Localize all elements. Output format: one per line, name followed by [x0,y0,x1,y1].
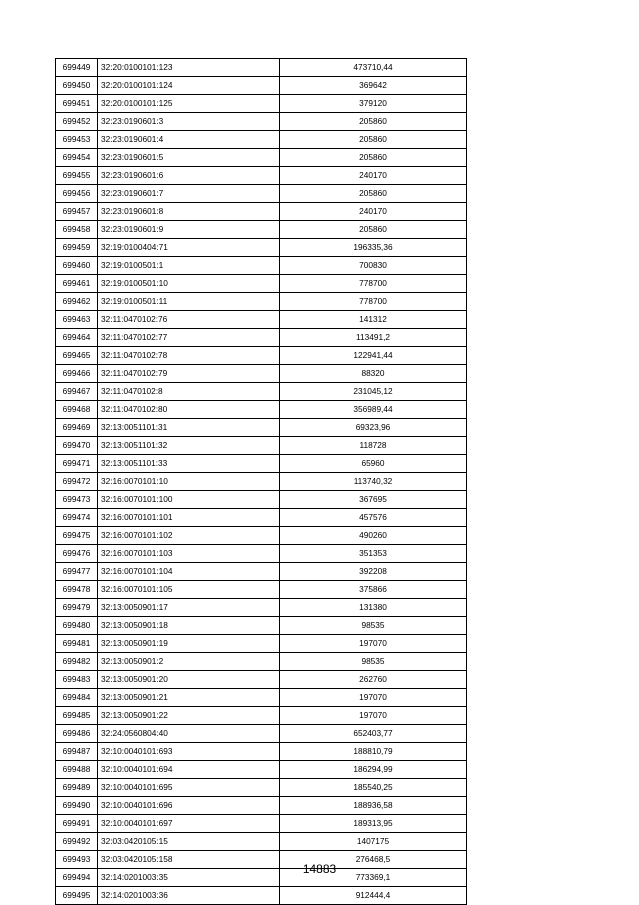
cadastral-number-cell: 32:23:0190601:6 [98,167,280,185]
table-row [56,563,467,581]
cadastral-number-cell: 32:13:0050901:20 [98,671,280,689]
page-number: 14883 [302,862,337,876]
table-row [56,167,467,185]
row-id-cell: 699459 [56,239,98,257]
cadastral-number-cell: 32:13:0050901:17 [98,599,280,617]
records-table [55,58,467,905]
table-row [56,185,467,203]
table-row [56,419,467,437]
table-row [56,545,467,563]
cadastral-number-cell: 32:23:0190601:9 [98,221,280,239]
row-id-cell: 699495 [56,887,98,905]
cadastral-number-cell: 32:14:0201003:36 [98,887,280,905]
cadastral-number-cell: 32:11:0470102:77 [98,329,280,347]
value-cell: 1407175 [280,833,467,851]
cadastral-number-cell: 32:16:0070101:100 [98,491,280,509]
value-cell: 188936,58 [280,797,467,815]
table-row [56,635,467,653]
value-cell: 122941,44 [280,347,467,365]
row-id-cell: 699486 [56,725,98,743]
cadastral-number-cell: 32:13:0051101:31 [98,419,280,437]
table-row [56,77,467,95]
table-row [56,599,467,617]
table-row [56,455,467,473]
value-cell: 205860 [280,149,467,167]
value-cell: 240170 [280,167,467,185]
row-id-cell: 699482 [56,653,98,671]
table-row [56,275,467,293]
table-row [56,311,467,329]
row-id-cell: 699462 [56,293,98,311]
table-row [56,617,467,635]
cadastral-number-cell: 32:16:0070101:105 [98,581,280,599]
value-cell: 205860 [280,131,467,149]
value-cell: 392208 [280,563,467,581]
cadastral-number-cell: 32:11:0470102:79 [98,365,280,383]
table-row [56,653,467,671]
row-id-cell: 699457 [56,203,98,221]
table-row [56,113,467,131]
value-cell: 197070 [280,707,467,725]
row-id-cell: 699481 [56,635,98,653]
cadastral-number-cell: 32:16:0070101:101 [98,509,280,527]
cadastral-number-cell: 32:16:0070101:10 [98,473,280,491]
table-row [56,473,467,491]
table-row [56,329,467,347]
cadastral-number-cell: 32:10:0040101:697 [98,815,280,833]
value-cell: 205860 [280,113,467,131]
value-cell: 141312 [280,311,467,329]
value-cell: 197070 [280,689,467,707]
value-cell: 113491,2 [280,329,467,347]
table-row [56,779,467,797]
row-id-cell: 699464 [56,329,98,347]
value-cell: 118728 [280,437,467,455]
value-cell: 65960 [280,455,467,473]
row-id-cell: 699453 [56,131,98,149]
value-cell: 652403,77 [280,725,467,743]
value-cell: 379120 [280,95,467,113]
cadastral-number-cell: 32:23:0190601:7 [98,185,280,203]
value-cell: 276468,5 [280,851,467,869]
table-row [56,59,467,77]
table-row [56,203,467,221]
row-id-cell: 699463 [56,311,98,329]
cadastral-number-cell: 32:10:0040101:694 [98,761,280,779]
value-cell: 369642 [280,77,467,95]
value-cell: 98535 [280,653,467,671]
cadastral-number-cell: 32:23:0190601:5 [98,149,280,167]
cadastral-number-cell: 32:11:0470102:8 [98,383,280,401]
value-cell: 778700 [280,293,467,311]
row-id-cell: 699474 [56,509,98,527]
table-row [56,671,467,689]
value-cell: 186294,99 [280,761,467,779]
cadastral-number-cell: 32:16:0070101:104 [98,563,280,581]
value-cell: 205860 [280,221,467,239]
row-id-cell: 699484 [56,689,98,707]
row-id-cell: 699452 [56,113,98,131]
row-id-cell: 699480 [56,617,98,635]
row-id-cell: 699477 [56,563,98,581]
table-row [56,725,467,743]
value-cell: 197070 [280,635,467,653]
value-cell: 69323,96 [280,419,467,437]
cadastral-number-cell: 32:20:0100101:124 [98,77,280,95]
row-id-cell: 699471 [56,455,98,473]
cadastral-number-cell: 32:13:0051101:33 [98,455,280,473]
value-cell: 356989,44 [280,401,467,419]
value-cell: 375866 [280,581,467,599]
row-id-cell: 699489 [56,779,98,797]
table-row [56,293,467,311]
cadastral-number-cell: 32:19:0100501:11 [98,293,280,311]
value-cell: 773369,1 [280,869,467,887]
cadastral-number-cell: 32:24:0560804:40 [98,725,280,743]
cadastral-number-cell: 32:16:0070101:103 [98,545,280,563]
row-id-cell: 699490 [56,797,98,815]
value-cell: 131380 [280,599,467,617]
table-row [56,347,467,365]
cadastral-number-cell: 32:16:0070101:102 [98,527,280,545]
row-id-cell: 699454 [56,149,98,167]
cadastral-number-cell: 32:13:0050901:22 [98,707,280,725]
table-row [56,797,467,815]
table-row [56,365,467,383]
table-row [56,437,467,455]
row-id-cell: 699460 [56,257,98,275]
row-id-cell: 699483 [56,671,98,689]
row-id-cell: 699491 [56,815,98,833]
table-row [56,95,467,113]
cadastral-number-cell: 32:03:0420105:15 [98,833,280,851]
row-id-cell: 699494 [56,869,98,887]
table-row [56,257,467,275]
row-id-cell: 699451 [56,95,98,113]
cadastral-number-cell: 32:11:0470102:76 [98,311,280,329]
row-id-cell: 699493 [56,851,98,869]
table-row [56,383,467,401]
table-row [56,527,467,545]
table-row [56,761,467,779]
value-cell: 189313,95 [280,815,467,833]
cadastral-number-cell: 32:19:0100501:10 [98,275,280,293]
row-id-cell: 699468 [56,401,98,419]
cadastral-number-cell: 32:10:0040101:696 [98,797,280,815]
value-cell: 457576 [280,509,467,527]
value-cell: 351353 [280,545,467,563]
cadastral-number-cell: 32:20:0100101:123 [98,59,280,77]
row-id-cell: 699473 [56,491,98,509]
cadastral-number-cell: 32:13:0050901:19 [98,635,280,653]
cadastral-number-cell: 32:23:0190601:8 [98,203,280,221]
value-cell: 240170 [280,203,467,221]
cadastral-number-cell: 32:14:0201003:35 [98,869,280,887]
row-id-cell: 699475 [56,527,98,545]
table-row [56,149,467,167]
value-cell: 490260 [280,527,467,545]
table-row [56,743,467,761]
records-table-body [56,59,467,905]
table-row [56,689,467,707]
cadastral-number-cell: 32:23:0190601:3 [98,113,280,131]
value-cell: 88320 [280,365,467,383]
cadastral-number-cell: 32:11:0470102:80 [98,401,280,419]
table-row [56,239,467,257]
cadastral-number-cell: 32:20:0100101:125 [98,95,280,113]
cadastral-number-cell: 32:19:0100501:1 [98,257,280,275]
row-id-cell: 699476 [56,545,98,563]
value-cell: 231045,12 [280,383,467,401]
row-id-cell: 699472 [56,473,98,491]
row-id-cell: 699449 [56,59,98,77]
cadastral-number-cell: 32:13:0050901:18 [98,617,280,635]
value-cell: 262760 [280,671,467,689]
row-id-cell: 699456 [56,185,98,203]
table-row [56,887,467,905]
table-row [56,581,467,599]
table-row [56,509,467,527]
row-id-cell: 699492 [56,833,98,851]
row-id-cell: 699469 [56,419,98,437]
table-row [56,221,467,239]
row-id-cell: 699487 [56,743,98,761]
cadastral-number-cell: 32:13:0051101:32 [98,437,280,455]
cadastral-number-cell: 32:23:0190601:4 [98,131,280,149]
value-cell: 912444,4 [280,887,467,905]
row-id-cell: 699465 [56,347,98,365]
value-cell: 188810,79 [280,743,467,761]
value-cell: 473710,44 [280,59,467,77]
value-cell: 185540,25 [280,779,467,797]
table-row [56,401,467,419]
value-cell: 196335,36 [280,239,467,257]
cadastral-number-cell: 32:13:0050901:21 [98,689,280,707]
table-row [56,131,467,149]
value-cell: 778700 [280,275,467,293]
row-id-cell: 699455 [56,167,98,185]
value-cell: 98535 [280,617,467,635]
cadastral-number-cell: 32:19:0100404:71 [98,239,280,257]
row-id-cell: 699466 [56,365,98,383]
table-row [56,815,467,833]
cadastral-number-cell: 32:10:0040101:695 [98,779,280,797]
cadastral-number-cell: 32:13:0050901:2 [98,653,280,671]
row-id-cell: 699450 [56,77,98,95]
row-id-cell: 699461 [56,275,98,293]
row-id-cell: 699479 [56,599,98,617]
value-cell: 700830 [280,257,467,275]
row-id-cell: 699488 [56,761,98,779]
table-row [56,833,467,851]
row-id-cell: 699470 [56,437,98,455]
cadastral-number-cell: 32:03:0420105:158 [98,851,280,869]
table-row [56,491,467,509]
row-id-cell: 699478 [56,581,98,599]
row-id-cell: 699467 [56,383,98,401]
value-cell: 113740,32 [280,473,467,491]
row-id-cell: 699485 [56,707,98,725]
cadastral-number-cell: 32:10:0040101:693 [98,743,280,761]
row-id-cell: 699458 [56,221,98,239]
cadastral-number-cell: 32:11:0470102:78 [98,347,280,365]
value-cell: 205860 [280,185,467,203]
table-row [56,707,467,725]
value-cell: 367695 [280,491,467,509]
